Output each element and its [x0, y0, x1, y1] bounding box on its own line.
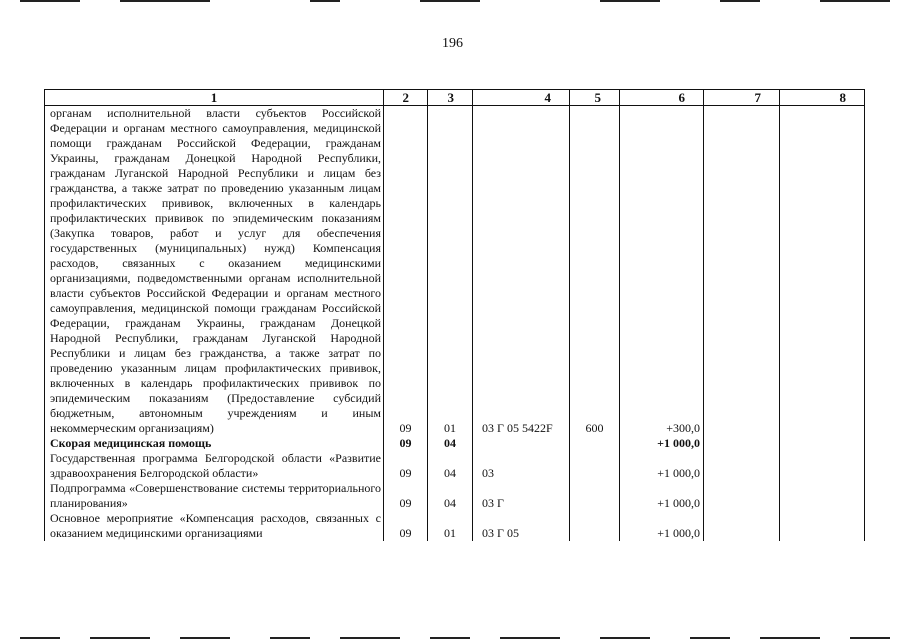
- bottom-edge-mark: [20, 637, 60, 639]
- header-col-1: 1: [45, 90, 384, 106]
- bottom-edge-mark: [850, 637, 890, 639]
- row-section: 09: [384, 436, 428, 451]
- top-edge-mark: [120, 0, 210, 2]
- header-col-2: 2: [384, 90, 428, 106]
- row-amount: +1 000,0: [620, 511, 704, 541]
- row-col7: [704, 106, 780, 437]
- header-col-4: 4: [473, 90, 570, 106]
- page-number: 196: [442, 36, 463, 51]
- row-expense-type: [570, 451, 620, 481]
- row-target: 03: [473, 451, 570, 481]
- bottom-edge-mark: [90, 637, 150, 639]
- row-target: 03 Г 05 5422F: [473, 106, 570, 437]
- row-section: 09: [384, 106, 428, 437]
- row-amount: +1 000,0: [620, 436, 704, 451]
- row-amount: +1 000,0: [620, 481, 704, 511]
- row-subsection: 01: [428, 511, 473, 541]
- top-edge-mark: [820, 0, 890, 2]
- row-col7: [704, 451, 780, 481]
- top-edge-mark: [420, 0, 480, 2]
- row-target: [473, 436, 570, 451]
- row-col8: [780, 436, 865, 451]
- row-section: 09: [384, 511, 428, 541]
- row-amount: +300,0: [620, 106, 704, 437]
- row-expense-type: [570, 511, 620, 541]
- row-name: Подпрограмма «Совершенствование системы территориального планирования»: [45, 481, 384, 511]
- row-col7: [704, 481, 780, 511]
- table-row: [45, 436, 865, 451]
- bottom-edge-mark: [500, 637, 560, 639]
- budget-table: [44, 89, 865, 541]
- top-edge-mark: [600, 0, 660, 2]
- table-row: [45, 451, 865, 481]
- row-expense-type: [570, 481, 620, 511]
- row-name: органам исполнительной власти субъектов Российской Федерации и органам местного самоуправления, медицинской помощи гражданам Российской Федерации, гражданам Украины, гражданам Донецкой Народной Республики, гражданам Луганской Народной Республики и лицам без гражданства, а также затрат по проведению указанным лицам профилактических прививок, включенных в календарь профилактических прививок по эпидемическим показаниям (Закупка товаров, работ и услуг для обеспечения государственных (муниципальных) нужд) Компенсация расходов, связанных с оказанием медицинскими организациями, подведомственными органам исполнительной власти субъектов Российской Федерации и органам местного самоуправления, медицинской помощи гражданам Российской Федерации, гражданам Украины, гражданам Донецкой Народной Республики, гражданам Луганской Народной Республики и лицам без гражданства, а также затрат по проведению указанным лицам профилактических прививок, включенных в календарь профилактических прививок по эпидемическим показаниям (Предоставление субсидий бюджетным, автономным учреждениям и иным некоммерческим организациям): [45, 106, 384, 437]
- top-edge-mark: [20, 0, 80, 2]
- row-col8: [780, 451, 865, 481]
- row-name: Основное мероприятие «Компенсация расходов, связанных с оказанием медицинскими организациями: [45, 511, 384, 541]
- row-col8: [780, 106, 865, 437]
- bottom-edge-mark: [270, 637, 310, 639]
- row-subsection: 04: [428, 451, 473, 481]
- row-col8: [780, 481, 865, 511]
- row-amount: +1 000,0: [620, 451, 704, 481]
- table-row: [45, 511, 865, 541]
- row-subsection: 04: [428, 481, 473, 511]
- bottom-edge-mark: [760, 637, 820, 639]
- row-col7: [704, 511, 780, 541]
- table-header: [45, 90, 865, 106]
- table-row: [45, 481, 865, 511]
- header-col-7: 7: [704, 90, 780, 106]
- row-target: 03 Г: [473, 481, 570, 511]
- bottom-edge-mark: [690, 637, 730, 639]
- header-col-5: 5: [570, 90, 620, 106]
- table-row: [45, 106, 865, 437]
- row-expense-type: [570, 436, 620, 451]
- row-subsection: 04: [428, 436, 473, 451]
- header-col-3: 3: [428, 90, 473, 106]
- bottom-edge-mark: [180, 637, 230, 639]
- header-col-6: 6: [620, 90, 704, 106]
- top-edge-mark: [310, 0, 340, 2]
- row-expense-type: 600: [570, 106, 620, 437]
- row-target: 03 Г 05: [473, 511, 570, 541]
- top-edge-mark: [720, 0, 760, 2]
- row-name: Скорая медицинская помощь: [45, 436, 384, 451]
- header-col-8: 8: [780, 90, 865, 106]
- bottom-edge-mark: [430, 637, 470, 639]
- row-name: Государственная программа Белгородской области «Развитие здравоохранения Белгородской области»: [45, 451, 384, 481]
- row-col8: [780, 511, 865, 541]
- row-subsection: 01: [428, 106, 473, 437]
- row-section: 09: [384, 481, 428, 511]
- bottom-edge-mark: [340, 637, 400, 639]
- bottom-edge-mark: [600, 637, 650, 639]
- row-col7: [704, 436, 780, 451]
- row-section: 09: [384, 451, 428, 481]
